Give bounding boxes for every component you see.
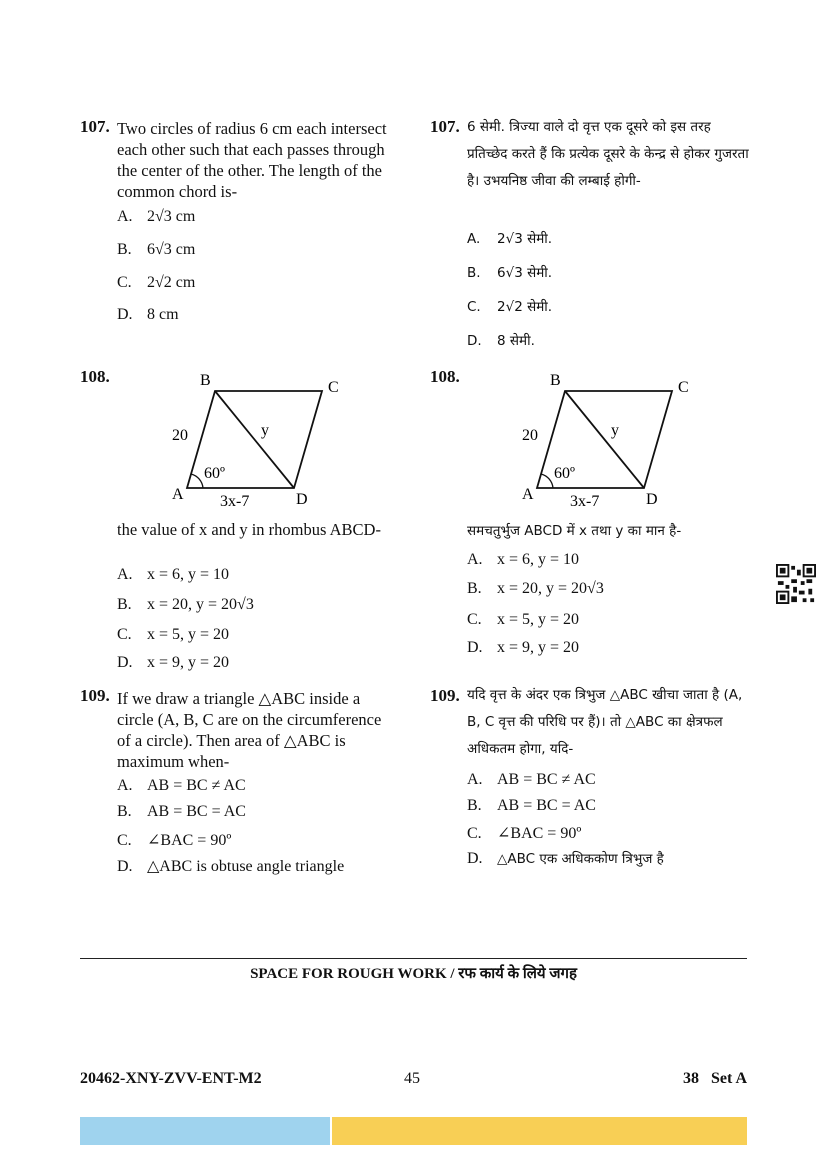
footer-bar-blue	[80, 1117, 330, 1145]
vertex-b: B	[550, 372, 561, 389]
q107-hi-option-c[interactable]: C. 2√2 सेमी.	[467, 299, 553, 315]
q109-hi-option-a[interactable]: A. AB = BC ≠ AC	[467, 771, 596, 788]
q108-en-option-b[interactable]: B. x = 20, y = 20√3	[117, 596, 254, 613]
q108-en-number: 108.	[80, 367, 110, 386]
diagonal-label: y	[611, 422, 619, 439]
vertex-c: C	[328, 379, 339, 396]
q107-en-option-d[interactable]: D. 8 cm	[117, 306, 179, 323]
q108-hi-option-c[interactable]: C. x = 5, y = 20	[467, 611, 580, 628]
q109-en-text: If we draw a triangle △ABC inside a circle (A, B, C are on the circumference of a circle). Then area of △ABC is maximum when-	[117, 689, 382, 771]
footer-code: 20462-XNY-ZVV-ENT-M2	[80, 1070, 262, 1087]
q107-hi-text: 6 सेमी. त्रिज्या वाले दो वृत्त एक दूसरे को इस तरह प्रतिच्छेद करते हैं कि प्रत्येक दूसरे के केन्द्र से होकर गुजरता है। उभयनिष्ठ जीवा की लम्बाई होगी-	[467, 119, 749, 189]
qr-code-icon	[776, 564, 816, 604]
vertex-c: C	[678, 379, 689, 396]
q109-en-option-b[interactable]: B. AB = BC = AC	[117, 803, 246, 820]
vertex-a: A	[522, 486, 534, 503]
base-label: 3x-7	[570, 493, 600, 510]
q109-en-option-d[interactable]: D. △ABC is obtuse angle triangle	[117, 858, 345, 875]
q108-en-option-c[interactable]: C. x = 5, y = 20	[117, 626, 230, 643]
diagonal-bd	[565, 391, 644, 488]
q107-en-option-b[interactable]: B. 6√3 cm	[117, 241, 196, 258]
q107-hi-option-a[interactable]: A. 2√3 सेमी.	[467, 231, 553, 247]
q109-hi-option-c[interactable]: C. ∠BAC = 90º	[467, 825, 582, 842]
page-number: 45	[404, 1070, 420, 1087]
q109-en-option-a[interactable]: A. AB = BC ≠ AC	[117, 777, 246, 794]
diagonal-bd	[215, 391, 294, 488]
angle-arc	[541, 474, 553, 488]
side-ab-label: 20	[522, 427, 538, 444]
q107-en-number: 107.	[80, 117, 110, 136]
vertex-a: A	[172, 486, 184, 503]
set-label: 38 Set A	[683, 1070, 747, 1087]
rough-work-heading: SPACE FOR ROUGH WORK / रफ कार्य के लिये जगह	[250, 966, 577, 982]
q108-en-option-a[interactable]: A. x = 6, y = 10	[117, 566, 230, 583]
rhombus-figure-hi	[510, 368, 710, 518]
q109-hi-number: 109.	[430, 686, 460, 705]
rhombus-figure-en	[160, 368, 360, 518]
q109-en-number: 109.	[80, 686, 110, 705]
side-ab-label: 20	[172, 427, 188, 444]
q107-en-option-a[interactable]: A. 2√3 cm	[117, 208, 196, 225]
q108-en-text: the value of x and y in rhombus ABCD-	[117, 520, 381, 539]
q109-hi-option-b[interactable]: B. AB = BC = AC	[467, 797, 596, 814]
q108-hi-option-a[interactable]: A. x = 6, y = 10	[467, 551, 580, 568]
vertex-d: D	[646, 491, 658, 508]
angle-arc	[191, 474, 203, 488]
q108-hi-option-d[interactable]: D. x = 9, y = 20	[467, 639, 580, 656]
q109-hi-text: यदि वृत्त के अंदर एक त्रिभुज △ABC खीचा जाता है (A, B, C वृत्त की परिधि पर हैं)। तो △ABC का क्षेत्रफल अधिकतम होगा, यदि-	[467, 687, 743, 757]
footer-bar-yellow	[332, 1117, 747, 1145]
vertex-d: D	[296, 491, 308, 508]
q108-hi-number: 108.	[430, 367, 460, 386]
q107-hi-number: 107.	[430, 117, 460, 136]
q108-en-option-d[interactable]: D. x = 9, y = 20	[117, 654, 230, 671]
vertex-b: B	[200, 372, 211, 389]
q107-hi-option-b[interactable]: B. 6√3 सेमी.	[467, 265, 553, 281]
diagonal-label: y	[261, 422, 269, 439]
base-label: 3x-7	[220, 493, 250, 510]
q107-en-text: Two circles of radius 6 cm each intersect each other such that each passes through the center of the other. The length of the common chord is-	[117, 119, 387, 201]
rough-work-divider	[80, 958, 747, 959]
q108-hi-option-b[interactable]: B. x = 20, y = 20√3	[467, 580, 604, 597]
q107-en-option-c[interactable]: C. 2√2 cm	[117, 274, 196, 291]
angle-label: 60º	[204, 465, 225, 482]
q108-hi-text: समचतुर्भुज ABCD में x तथा y का मान है-	[467, 523, 682, 539]
q107-hi-option-d[interactable]: D. 8 सेमी.	[467, 333, 535, 349]
q109-en-option-c[interactable]: C. ∠BAC = 90º	[117, 832, 232, 849]
q109-hi-option-d[interactable]: D. △ABC एक अधिककोण त्रिभुज है	[467, 850, 664, 867]
angle-label: 60º	[554, 465, 575, 482]
